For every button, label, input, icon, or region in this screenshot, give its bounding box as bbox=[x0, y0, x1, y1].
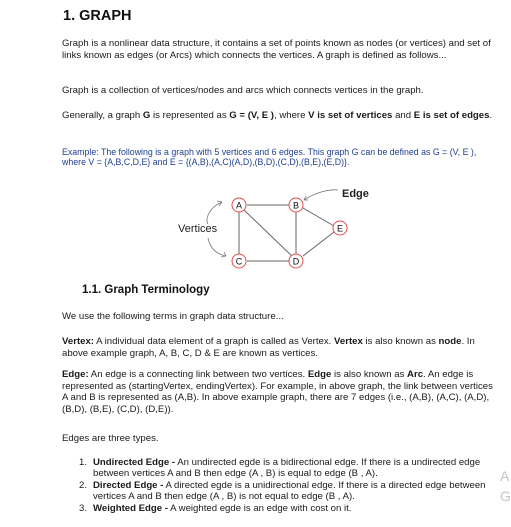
edge-type-desc: A weighted egde is an edge with cost on it. bbox=[167, 502, 352, 514]
definition-g: G bbox=[142, 110, 151, 121]
example-paragraph: Example: The following is a graph with 5 vertices and 6 edges. This graph G can be defined as G = (V, E ), where V = {A,B,C,D,E} and E = {(A,B),(A,C)(A,D),(B,D),(C,D),(B,E),(E,D)}. bbox=[62, 147, 477, 168]
node-a bbox=[232, 198, 246, 212]
definition-edges: E is set of edges bbox=[413, 110, 490, 121]
edge-e-d bbox=[303, 232, 334, 256]
vertices-label: Vertices bbox=[178, 223, 218, 235]
collection-paragraph: Graph is a collection of vertices/nodes and arcs which connects vertices in the graph. bbox=[62, 85, 424, 96]
edge-type-desc: A directed egde is a unidirectional edge. If there is a directed edge between vertices A and B then edge (A , B) is not equal to edge (B , A). bbox=[93, 479, 486, 503]
definition-vertices: V is set of vertices bbox=[308, 110, 393, 121]
edge-types-list bbox=[62, 457, 492, 514]
edge-type-term: Undirected Edge - bbox=[93, 457, 176, 468]
list-number: 2. bbox=[79, 479, 88, 491]
definition-text: is represented as bbox=[150, 110, 230, 121]
edge-b-e bbox=[303, 208, 334, 226]
node-a-label: A bbox=[235, 200, 243, 211]
list-item bbox=[62, 457, 492, 480]
vertex-bold: Vertex bbox=[334, 336, 363, 347]
definition-text: , where bbox=[274, 110, 309, 121]
node-e bbox=[333, 221, 347, 235]
edge-type-desc: An undirected egde is a bidirectional edge. If there is a undirected edge between vertices A and B then edge (A , B) is equal to edge (B , A). bbox=[93, 457, 481, 480]
edge-bold: Edge bbox=[307, 369, 332, 380]
edge-pointer bbox=[304, 190, 338, 200]
section-title: 1.1. Graph Terminology bbox=[82, 284, 210, 296]
definition-paragraph bbox=[62, 110, 494, 122]
edge-types-intro: Edges are three types. bbox=[62, 433, 159, 444]
node-b-label: B bbox=[292, 200, 300, 211]
edge-type-term: Weighted Edge - bbox=[93, 502, 168, 514]
edge-a-d bbox=[243, 209, 294, 258]
node-c bbox=[232, 254, 246, 268]
page-heading: 1. GRAPH bbox=[63, 8, 132, 24]
node-b bbox=[289, 198, 303, 212]
vertex-bold: node bbox=[438, 336, 462, 347]
list-item bbox=[62, 480, 492, 503]
vertex-text: A individual data element of a graph is called as Vertex. bbox=[94, 336, 334, 347]
list-number: 1. bbox=[79, 457, 88, 468]
edge-type-term: Directed Edge - bbox=[93, 479, 164, 491]
vertex-text: . In above example graph, A, B, C, D & E are known as vertices. bbox=[62, 336, 475, 359]
edge-term: Edge: bbox=[62, 369, 89, 380]
vertex-text: is also known as bbox=[362, 336, 439, 347]
definition-text: and bbox=[392, 110, 414, 121]
terms-intro: We use the following terms in graph data structure... bbox=[62, 311, 284, 322]
node-d-label: D bbox=[292, 256, 300, 267]
list-number: 3. bbox=[79, 502, 88, 514]
edge-bold: Arc bbox=[407, 369, 424, 380]
edge-text: An edge is a connecting link between two vertices. bbox=[88, 369, 308, 380]
margin-mark: G bbox=[500, 488, 511, 504]
definition-formula: G = (V, E ) bbox=[229, 110, 274, 121]
intro-paragraph: Graph is a nonlinear data structure, it contains a set of points known as nodes (or vertices) and set of links known as edges (or Arcs) which connects the vertices. A graph is defined as follows... bbox=[62, 38, 491, 61]
margin-mark: A bbox=[500, 468, 510, 484]
vertex-term: Vertex: bbox=[62, 336, 94, 347]
node-e-label: E bbox=[336, 223, 344, 234]
graph-diagram bbox=[170, 182, 380, 274]
graph-edges bbox=[239, 205, 334, 261]
edge-paragraph bbox=[62, 369, 494, 415]
node-c-label: C bbox=[235, 256, 243, 267]
edge-text: is also known as bbox=[331, 369, 408, 380]
list-item bbox=[62, 503, 492, 514]
node-d bbox=[289, 254, 303, 268]
edge-label: Edge bbox=[342, 188, 369, 200]
definition-text: Generally, a graph bbox=[62, 110, 143, 121]
vertex-paragraph bbox=[62, 336, 494, 359]
edge-text: . An edge is represented as (startingVertex, endingVertex). For example, in above graph, the link between vertices A and B is represented as (A,B). In above example graph, there are 7 edges (i.e., (A,B), (A,C), (A,D), (B,D), (B,E), (C,D), (D,E)). bbox=[62, 369, 493, 415]
definition-text: . bbox=[489, 110, 493, 121]
